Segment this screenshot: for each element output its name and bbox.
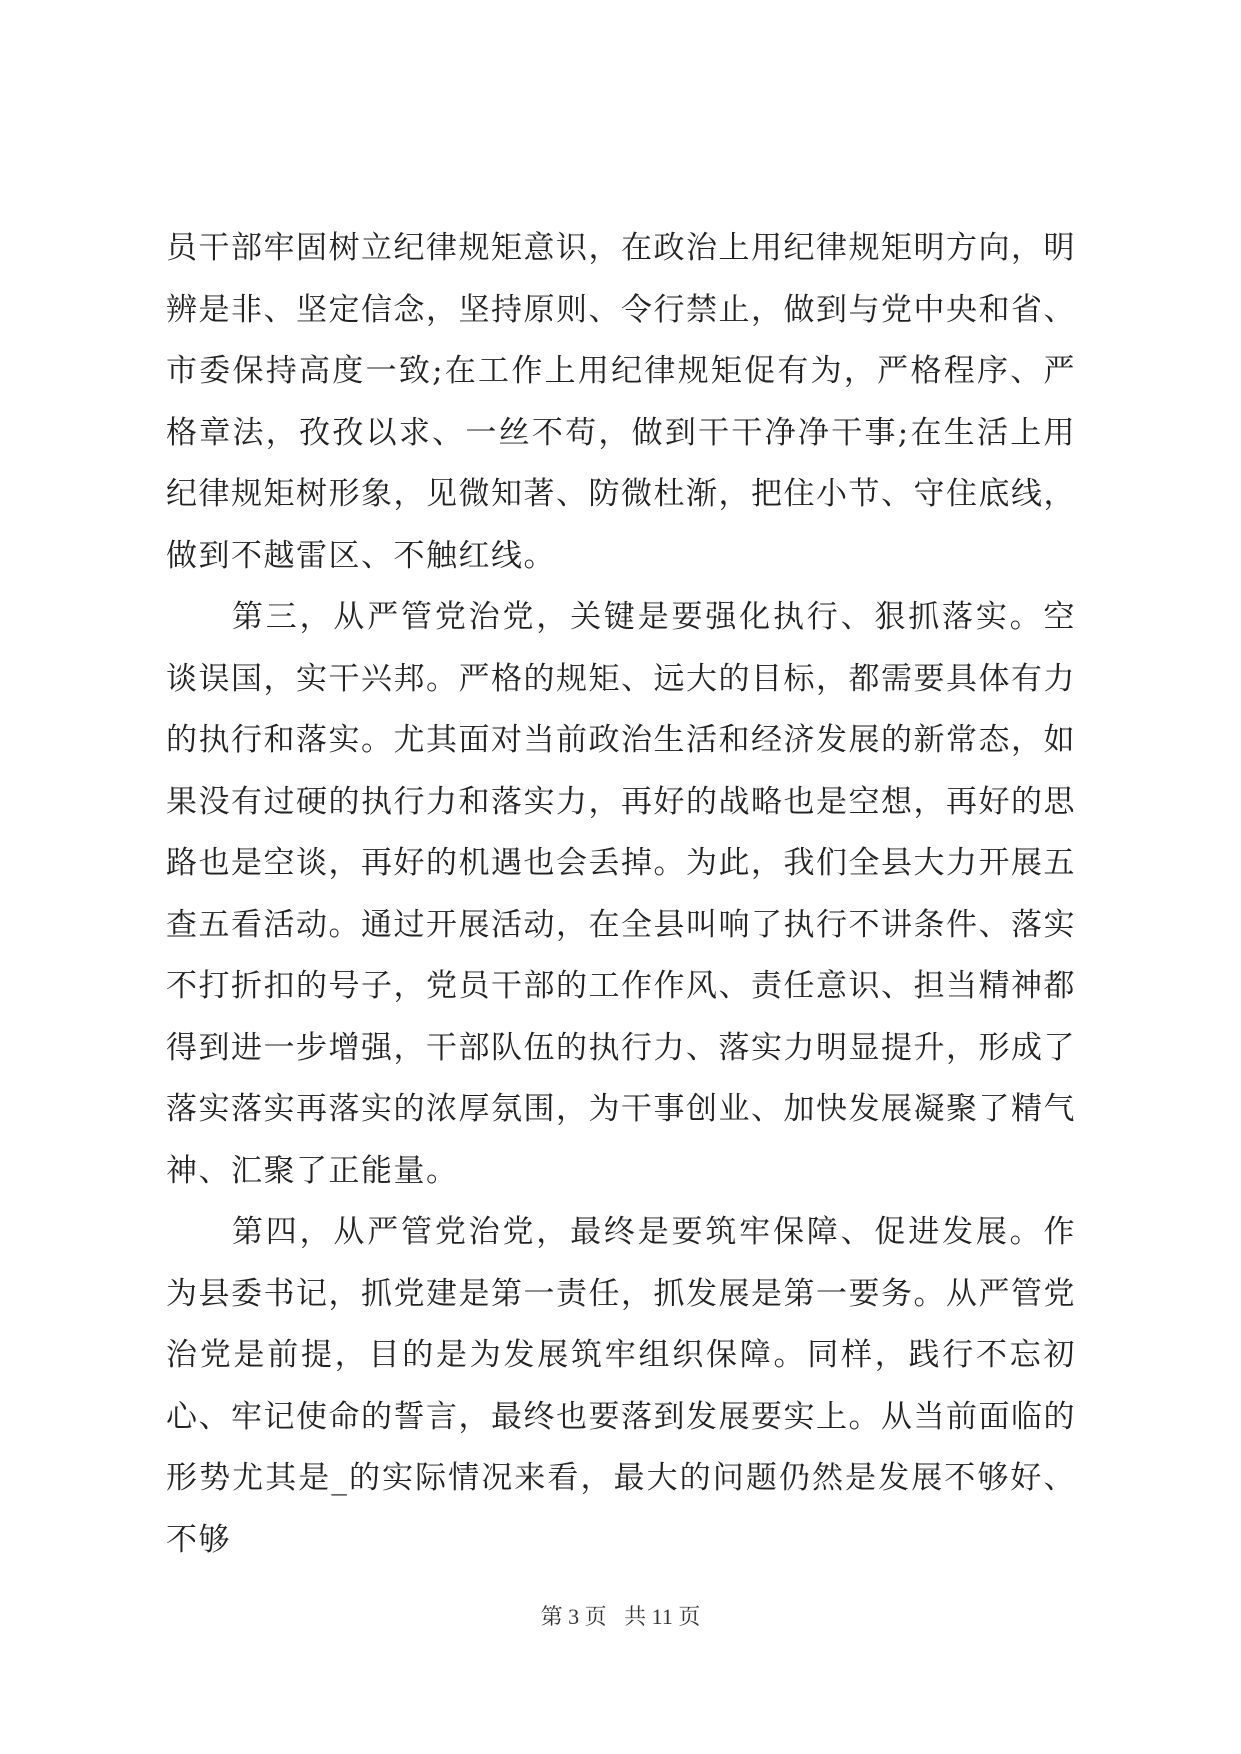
document-body: [166, 218, 1076, 1571]
page-footer: [0, 1600, 1241, 1631]
page-number: 第 3 页: [540, 1604, 607, 1629]
paragraph-1: 员干部牢固树立纪律规矩意识，在政治上用纪律规矩明方向，明辨是非、坚定信念，坚持原则、令行禁止，做到与党中央和省、市委保持高度一致;在工作上用纪律规矩促有为，严格程序、严格章法，孜孜以求、一丝不苟，做到干干净净干事;在生活上用纪律规矩树形象，见微知著、防微杜渐，把住小节、守住底线，做到不越雷区、不触红线。: [166, 230, 1076, 574]
paragraph-3: 第四，从严管党治党，最终是要筑牢保障、促进发展。作为县委书记，抓党建是第一责任，抓发展是第一要务。从严管党治党是前提，目的是为发展筑牢组织保障。同样，践行不忘初心、牢记使命的誓言，最终也要落到发展要实上。从当前面临的形势尤其是_的实际情况来看，最大的问题仍然是发展不够好、不够: [166, 1214, 1076, 1558]
page-total: 共 11 页: [624, 1604, 701, 1629]
paragraph-2: 第三，从严管党治党，关键是要强化执行、狠抓落实。空谈误国，实干兴邦。严格的规矩、远大的目标，都需要具体有力的执行和落实。尤其面对当前政治生活和经济发展的新常态，如果没有过硬的执行力和落实力，再好的战略也是空想，再好的思路也是空谈，再好的机遇也会丢掉。为此，我们全县大力开展五查五看活动。通过开展活动，在全县叫响了执行不讲条件、落实不打折扣的号子，党员干部的工作作风、责任意识、担当精神都得到进一步增强，干部队伍的执行力、落实力明显提升，形成了落实落实再落实的浓厚氛围，为干事创业、加快发展凝聚了精气神、汇聚了正能量。: [166, 599, 1076, 1189]
